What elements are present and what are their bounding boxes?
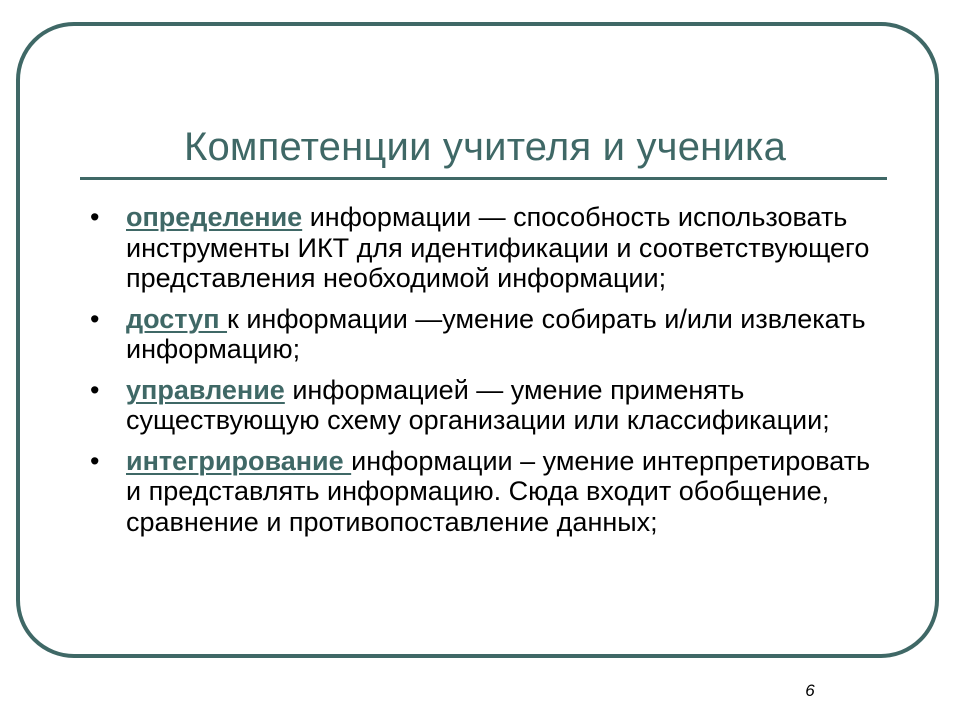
title-divider (80, 177, 887, 180)
list-item (88, 304, 878, 365)
bullet-icon: • (90, 303, 100, 334)
item-text: к информации —умение собирать и/или извлекать информацию; (126, 303, 866, 364)
competency-list (88, 202, 878, 547)
item-text: информации — способность использовать инструменты ИКТ для идентификации и соответствующего представления необходимой информации; (126, 202, 870, 293)
term-link[interactable]: определение (126, 202, 303, 232)
list-item (88, 375, 878, 436)
bullet-icon: • (90, 202, 100, 232)
list-item (88, 446, 878, 538)
bullet-icon: • (90, 374, 100, 405)
page-number: 6 (805, 681, 815, 700)
term-link[interactable]: доступ (126, 303, 228, 334)
term-link[interactable]: управление (126, 374, 285, 405)
term-link[interactable]: интегрирование (126, 445, 352, 476)
bullet-icon: • (90, 445, 100, 476)
item-text: информации – умение интерпретировать и представлять информацию. Сюда входит обобщение, сравнение и противопоставление данных; (126, 445, 871, 537)
slide-title: Компетенции учителя и ученика (183, 125, 787, 169)
list-item (88, 202, 878, 294)
item-text: информацией — умение применять существующую схему организации или классификации; (126, 374, 830, 435)
